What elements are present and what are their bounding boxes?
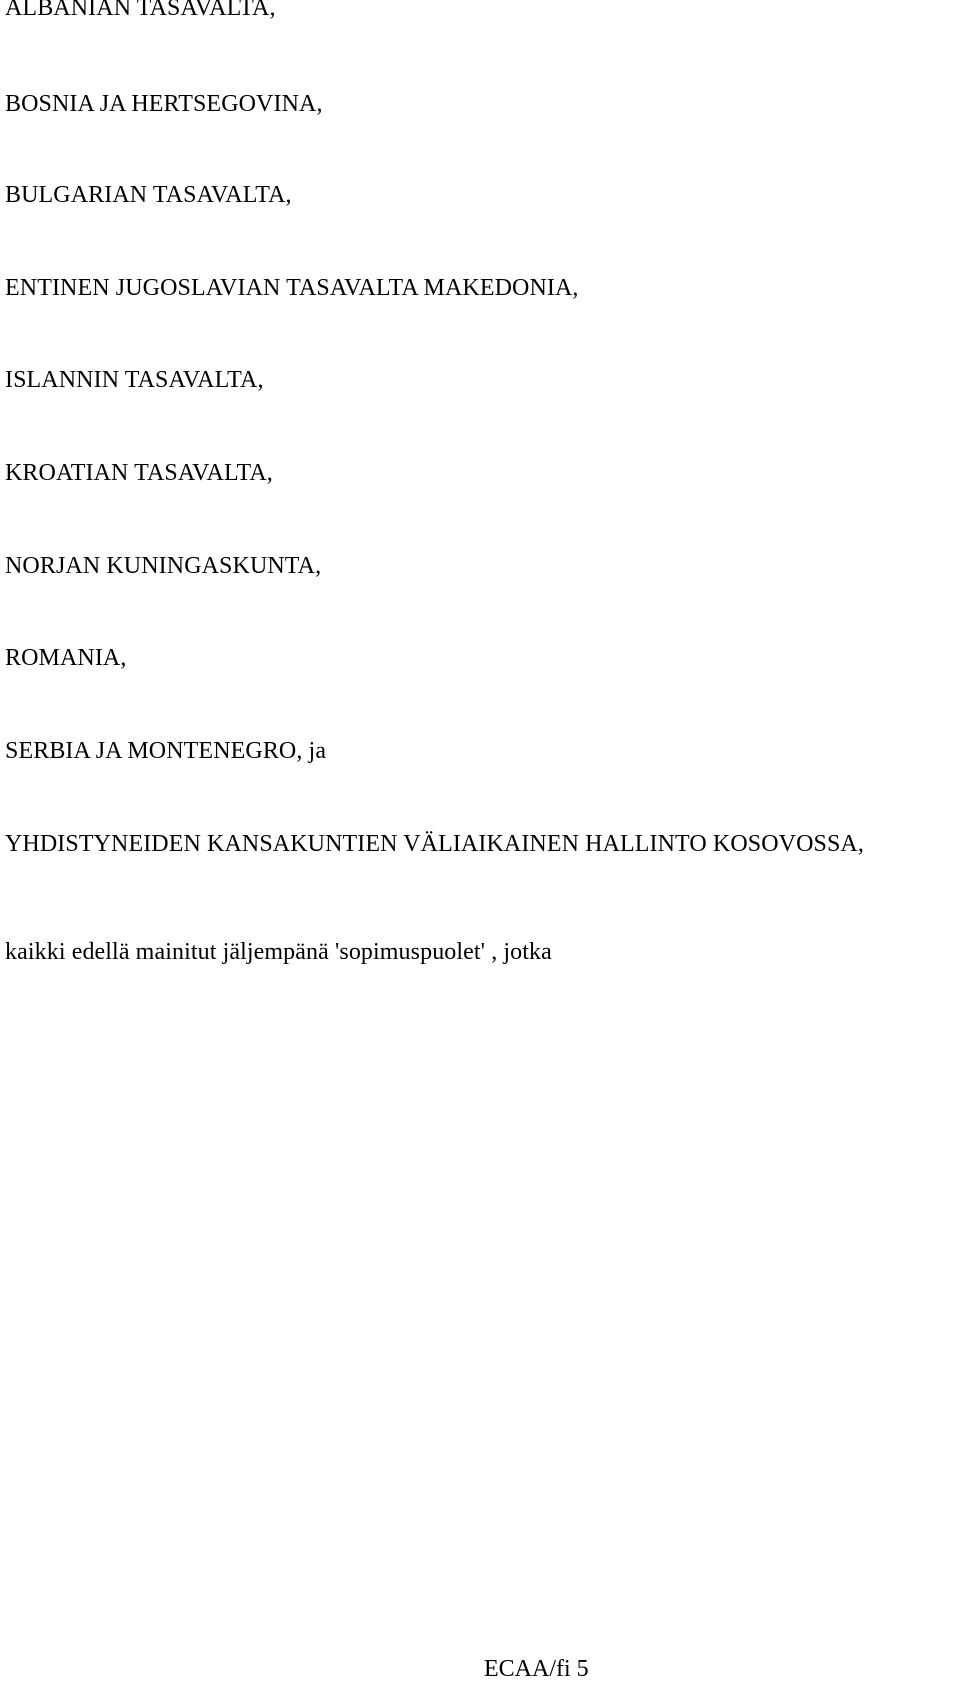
party-albania: ALBANIAN TASAVALTA, [5,0,276,21]
party-croatia: KROATIAN TASAVALTA, [5,460,273,486]
parties-summary-text: kaikki edellä mainitut jäljempänä 'sopimuspuolet' , jotka [5,939,552,965]
party-norway: NORJAN KUNINGASKUNTA, [5,553,322,579]
party-bosnia: BOSNIA JA HERTSEGOVINA, [5,91,323,117]
party-iceland: ISLANNIN TASAVALTA, [5,367,264,393]
party-serbia: SERBIA JA MONTENEGRO, ja [5,738,327,764]
party-unmik: YHDISTYNEIDEN KANSAKUNTIEN VÄLIAIKAINEN HALLINTO KOSOVOSSA, [5,831,864,857]
party-macedonia: ENTINEN JUGOSLAVIAN TASAVALTA MAKEDONIA, [5,275,579,301]
party-bulgaria: BULGARIAN TASAVALTA, [5,182,292,208]
page-footer: ECAA/fi 5 [484,1656,589,1682]
party-romania: ROMANIA, [5,645,127,671]
